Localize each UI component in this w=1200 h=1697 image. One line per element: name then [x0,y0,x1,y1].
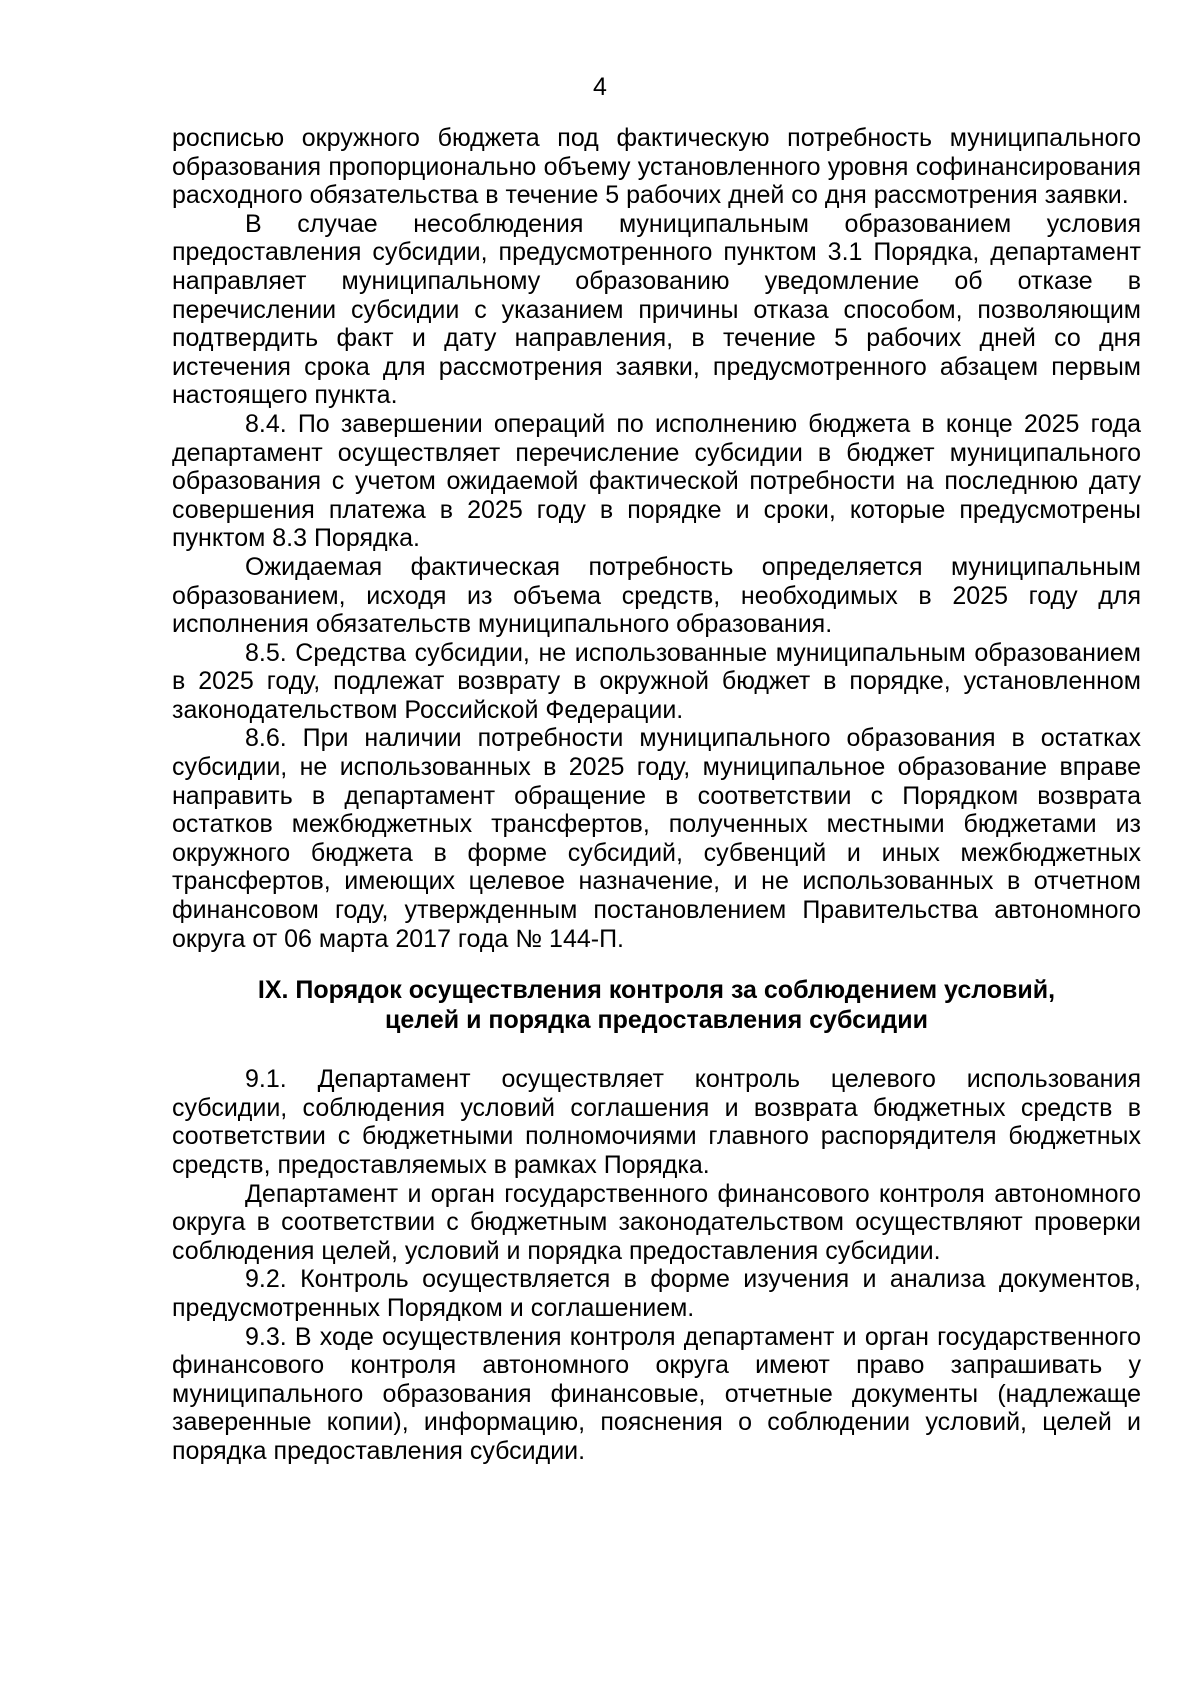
paragraph-9-3: 9.3. В ходе осуществления контроля департамент и орган государственного финансового контроля автономного округа имеют право запрашивать у муниципального образования финансовые, отчетные документы (надлежаще заверенные копии), информацию, пояснения о соблюдении условий, целей и порядка предоставления субсидии. [172,1322,1141,1465]
paragraph-expected-need: Ожидаемая фактическая потребность определяется муниципальным образованием, исходя из объема средств, необходимых в 2025 году для исполнения обязательств муниципального образования. [172,552,1141,639]
paragraph-continuation: росписью окружного бюджета под фактическую потребность муниципального образования пропорционально объему установленного уровня софинансирования расходного обязательства в течение 5 рабочих дней со дня рассмотрения заявки. [172,124,1141,210]
paragraph-refusal-notice: В случае несоблюдения муниципальным образованием условия предоставления субсидии, предусмотренного пунктом 3.1 Порядка, департамент направляет муниципальному образованию уведомление об отказе в перечислении субсидии с указанием причины отказа способом, позволяющим подтвердить факт и дату направления, в течение 5 рабочих дней со дня истечения срока для рассмотрения заявки, предусмотренного абзацем первым настоящего пункта. [172,209,1141,410]
document-body [172,124,1141,1466]
section-heading [172,975,1141,1035]
section-heading-line-1: IX. Порядок осуществления контроля за соблюдением условий, [257,976,1056,1005]
section-heading-line-2: целей и порядка предоставления субсидии [385,1006,928,1035]
page-number: 4 [593,73,607,101]
paragraph-9-2: 9.2. Контроль осуществляется в форме изучения и анализа документов, предусмотренных Порядком и соглашением. [172,1265,1141,1322]
paragraph-control-bodies: Департамент и орган государственного финансового контроля автономного округа в соответствии с бюджетным законодательством осуществляют проверки соблюдения целей, условий и порядка предоставления субсидии. [172,1179,1141,1265]
paragraph-9-1: 9.1. Департамент осуществляет контроль целевого использования субсидии, соблюдения условий соглашения и возврата бюджетных средств в соответствии с бюджетными полномочиями главного распорядителя бюджетных средств, предоставляемых в рамках Порядка. [172,1065,1141,1179]
paragraph-8-4: 8.4. По завершении операций по исполнению бюджета в конце 2025 года департамент осуществляет перечисление субсидии в бюджет муниципального образования с учетом ожидаемой фактической потребности на последнюю дату совершения платежа в 2025 году в порядке и сроки, которые предусмотрены пунктом 8.3 Порядка. [172,409,1141,553]
paragraph-8-5: 8.5. Средства субсидии, не использованные муниципальным образованием в 2025 году, подлежат возврату в окружной бюджет в порядке, установленном законодательством Российской Федерации. [172,638,1141,724]
paragraph-8-6: 8.6. При наличии потребности муниципального образования в остатках субсидии, не использованных в 2025 году, муниципальное образование вправе направить в департамент обращение в соответствии с Порядком возврата остатков межбюджетных трансфертов, полученных местными бюджетами из окружного бюджета в форме субсидий, субвенций и иных межбюджетных трансфертов, имеющих целевое назначение, и не использованных в отчетном финансовом году, утвержденным постановлением Правительства автономного округа от 06 марта 2017 года № 144-П. [172,724,1141,953]
